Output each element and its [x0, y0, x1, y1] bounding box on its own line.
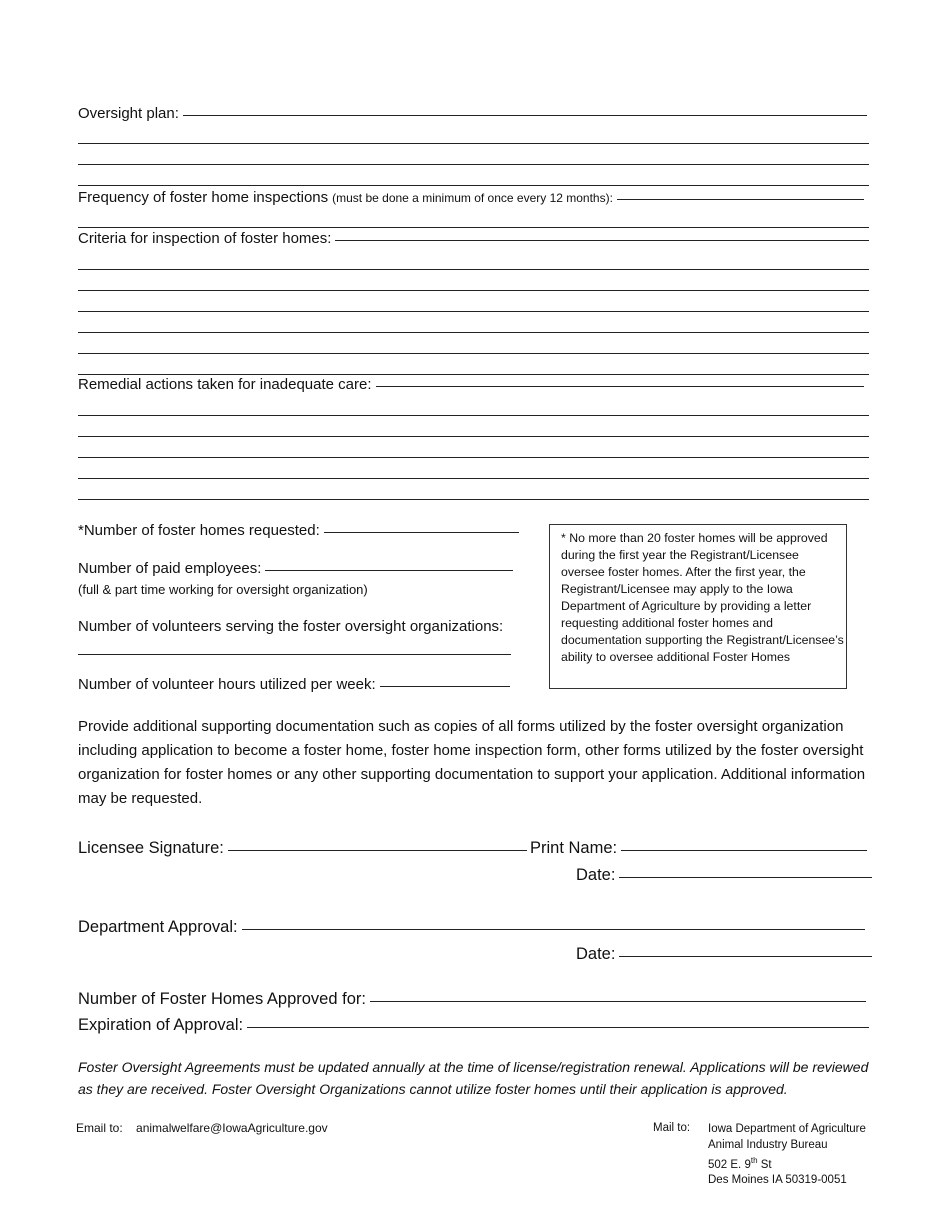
disclaimer-text: Foster Oversight Agreements must be updated annually at the time of license/registration renewal. Applications will be reviewed as they are received. Foster Oversight Organizations cannot utilize foster homes until their application is approved.	[78, 1059, 869, 1097]
approval-date-field[interactable]	[576, 945, 872, 964]
licensee-signature-field[interactable]	[78, 839, 527, 858]
expiration-label: Expiration of Approval:	[78, 1016, 244, 1034]
print-name-field[interactable]	[530, 839, 867, 858]
signature-date-field[interactable]	[576, 866, 872, 885]
expiration-line[interactable]	[247, 1027, 869, 1028]
address-street-sup: th	[750, 1156, 758, 1165]
criteria-field[interactable]	[78, 230, 869, 247]
email-link[interactable]: animalwelfare@IowaAgriculture.gov	[136, 1121, 328, 1135]
foster-homes-requested-line[interactable]	[324, 532, 519, 533]
volunteers-label: Number of volunteers serving the foster oversight organizations:	[78, 618, 504, 635]
remedial-line-6[interactable]	[78, 499, 869, 500]
department-approval-field[interactable]	[78, 918, 865, 937]
paid-employees-note: (full & part time working for oversight organization)	[78, 582, 368, 597]
volunteer-hours-label: Number of volunteer hours utilized per week:	[78, 676, 376, 693]
email-label: Email to:	[76, 1121, 123, 1135]
mailing-address	[708, 1122, 866, 1189]
frequency-label: Frequency of foster home inspections	[78, 189, 329, 206]
print-name-line[interactable]	[621, 850, 867, 851]
oversight-plan-label: Oversight plan:	[78, 105, 179, 122]
homes-approved-line[interactable]	[370, 1001, 866, 1002]
remedial-label: Remedial actions taken for inadequate care:	[78, 376, 372, 393]
approval-date-label: Date:	[576, 945, 616, 963]
department-approval-label: Department Approval:	[78, 918, 238, 936]
licensee-signature-line[interactable]	[228, 850, 527, 851]
email-to-line	[76, 1121, 328, 1135]
oversight-plan-line-2[interactable]	[78, 143, 869, 144]
oversight-plan-line-3[interactable]	[78, 164, 869, 165]
criteria-line-5[interactable]	[78, 332, 869, 333]
criteria-line-4[interactable]	[78, 311, 869, 312]
homes-approved-field[interactable]	[78, 990, 866, 1009]
criteria-line-3[interactable]	[78, 290, 869, 291]
footnote-box: * No more than 20 foster homes will be approved during the first year the Registrant/Licensee oversee foster homes. After the first year, the Registrant/Licensee may apply to the Iowa Department of Agriculture by providing a letter requesting additional foster homes and documentation supporting the Registrant/Licensee’s ability to oversee additional Foster Homes	[549, 524, 847, 689]
paid-employees-line[interactable]	[265, 570, 513, 571]
volunteer-hours-line[interactable]	[380, 686, 510, 687]
supporting-docs-paragraph: Provide additional supporting documentation such as copies of all forms utilized by the foster oversight organization including application to become a foster home, foster home inspection form, other forms utilized by the foster oversight organization for foster homes or any other supporting documentation to support your application. Additional information may be requested.	[78, 718, 866, 807]
criteria-line-6[interactable]	[78, 353, 869, 354]
volunteers-line[interactable]	[78, 654, 511, 655]
foster-homes-requested-label: *Number of foster homes requested:	[78, 522, 320, 539]
volunteer-hours-field[interactable]	[78, 676, 510, 693]
criteria-line[interactable]	[335, 240, 869, 241]
signature-date-label: Date:	[576, 866, 616, 884]
criteria-line-2[interactable]	[78, 269, 869, 270]
address-line-3	[708, 1153, 866, 1173]
remedial-field[interactable]	[78, 376, 864, 393]
paid-employees-field[interactable]	[78, 560, 513, 577]
oversight-plan-field[interactable]	[78, 105, 867, 122]
frequency-field[interactable]	[78, 189, 864, 206]
oversight-plan-line-4[interactable]	[78, 185, 869, 186]
remedial-line-5[interactable]	[78, 478, 869, 479]
frequency-line-2[interactable]	[78, 227, 869, 228]
remedial-line-3[interactable]	[78, 436, 869, 437]
remedial-line-4[interactable]	[78, 457, 869, 458]
licensee-signature-label: Licensee Signature:	[78, 839, 224, 857]
address-line-1: Iowa Department of Agriculture	[708, 1123, 866, 1135]
frequency-note: (must be done a minimum of once every 12 months):	[332, 191, 613, 205]
criteria-line-7[interactable]	[78, 374, 869, 375]
mail-label: Mail to:	[653, 1122, 691, 1134]
address-line-4: Des Moines IA 50319-0051	[708, 1174, 847, 1187]
department-approval-line[interactable]	[242, 929, 865, 930]
address-street-suffix: St	[757, 1158, 772, 1171]
remedial-line-2[interactable]	[78, 415, 869, 416]
homes-approved-label: Number of Foster Homes Approved for:	[78, 990, 366, 1008]
remedial-line[interactable]	[376, 386, 864, 387]
criteria-label: Criteria for inspection of foster homes:	[78, 230, 332, 247]
paid-employees-label: Number of paid employees:	[78, 560, 262, 577]
approval-date-line[interactable]	[619, 956, 872, 957]
address-street-prefix: 502 E. 9	[708, 1158, 751, 1171]
expiration-field[interactable]	[78, 1016, 869, 1035]
address-line-2: Animal Industry Bureau	[708, 1138, 828, 1151]
oversight-plan-line[interactable]	[183, 115, 867, 116]
frequency-line[interactable]	[617, 199, 864, 200]
signature-date-line[interactable]	[619, 877, 872, 878]
print-name-label: Print Name:	[530, 839, 618, 857]
foster-homes-requested-field[interactable]	[78, 522, 519, 539]
